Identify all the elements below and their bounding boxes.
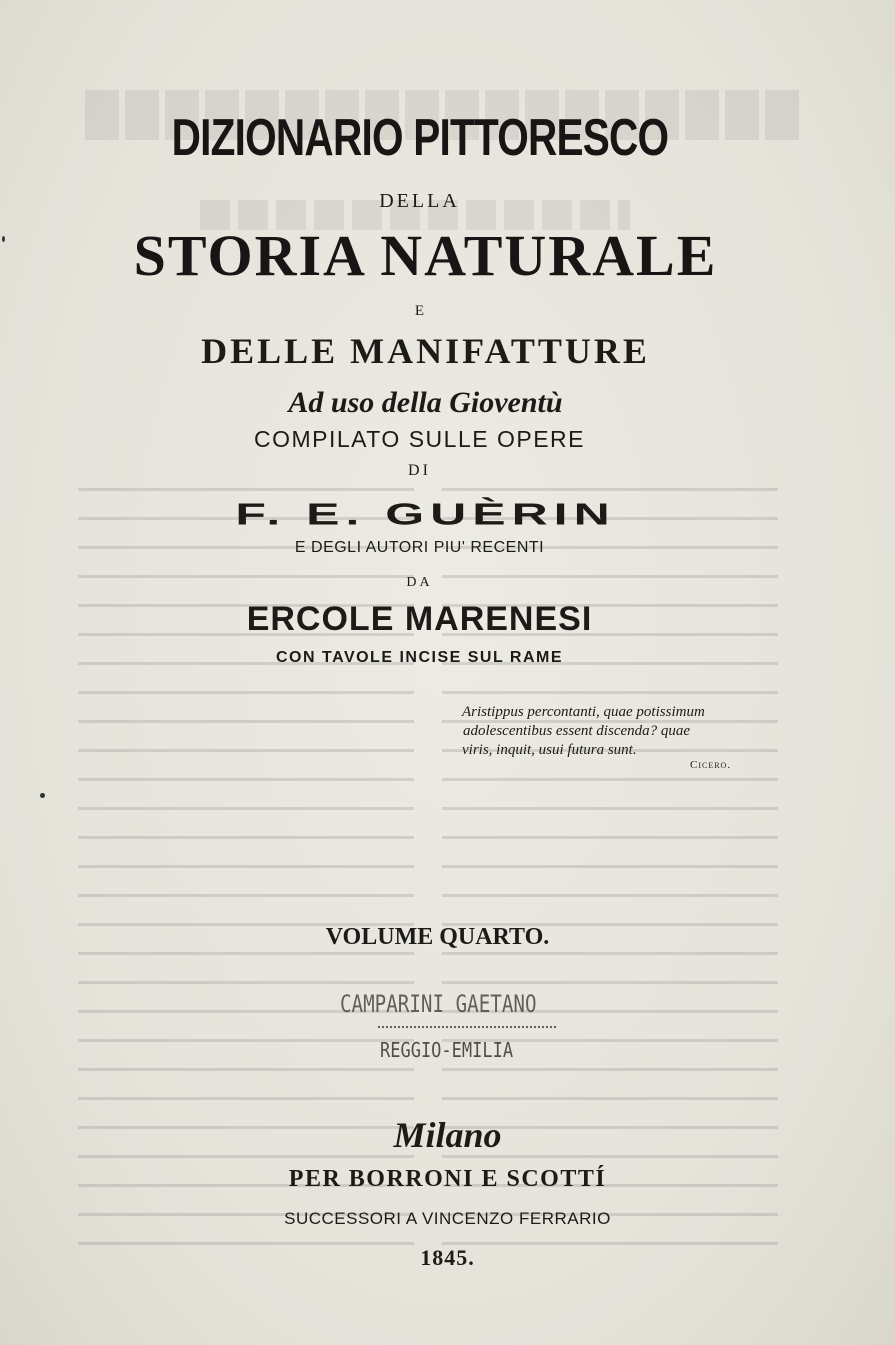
publisher-name: PER BORRONI E SCOTTÍ (288, 1166, 607, 1192)
publication-year: 1845. (420, 1245, 475, 1270)
plates-line: CON TAVOLE INCISE SUL RAME (275, 649, 563, 666)
title-line-2: STORIA NATURALE (133, 223, 718, 288)
title-line-3: DELLE MANIFATTURE (201, 331, 650, 371)
publisher-successors: SUCCESSORI A VINCENZO FERRARIO (284, 1209, 611, 1228)
ink-spot (40, 793, 45, 798)
epigraph-line: viris, inquit, usui futura sunt. (462, 742, 637, 758)
editor-name: ERCOLE MARENESI (246, 600, 593, 638)
other-authors-line: E DEGLI AUTORI PIU' RECENTI (294, 539, 545, 556)
title-della: DELLA (379, 190, 460, 212)
ink-spot (2, 236, 5, 242)
epigraph (462, 703, 772, 760)
title-conjunction: E (414, 303, 425, 319)
compiled-line: COMPILATO SULLE OPERE (253, 426, 586, 452)
epigraph-line: Aristippus percontanti, quae potissimum (462, 704, 705, 720)
subtitle: Ad uso della Gioventù (288, 386, 563, 419)
da-line: DA (406, 575, 433, 590)
ownership-stamp-city: REGGIO-EMILIA (380, 1038, 514, 1062)
imprint-city: Milano (393, 1115, 502, 1155)
volume-number: VOLUME QUARTO. (325, 924, 550, 950)
ownership-stamp-name: CAMPARINI GAETANO (340, 990, 537, 1018)
stamp-divider (378, 1026, 556, 1028)
epigraph-line: adolescentibus essent discenda? quae (463, 723, 691, 739)
epigraph-author: Cicero. (690, 759, 732, 771)
title-line-1: DIZIONARIO PITTORESCO (171, 109, 669, 167)
author-name: F. E. GUÈRIN (235, 496, 616, 532)
di-line: DI (408, 462, 431, 479)
